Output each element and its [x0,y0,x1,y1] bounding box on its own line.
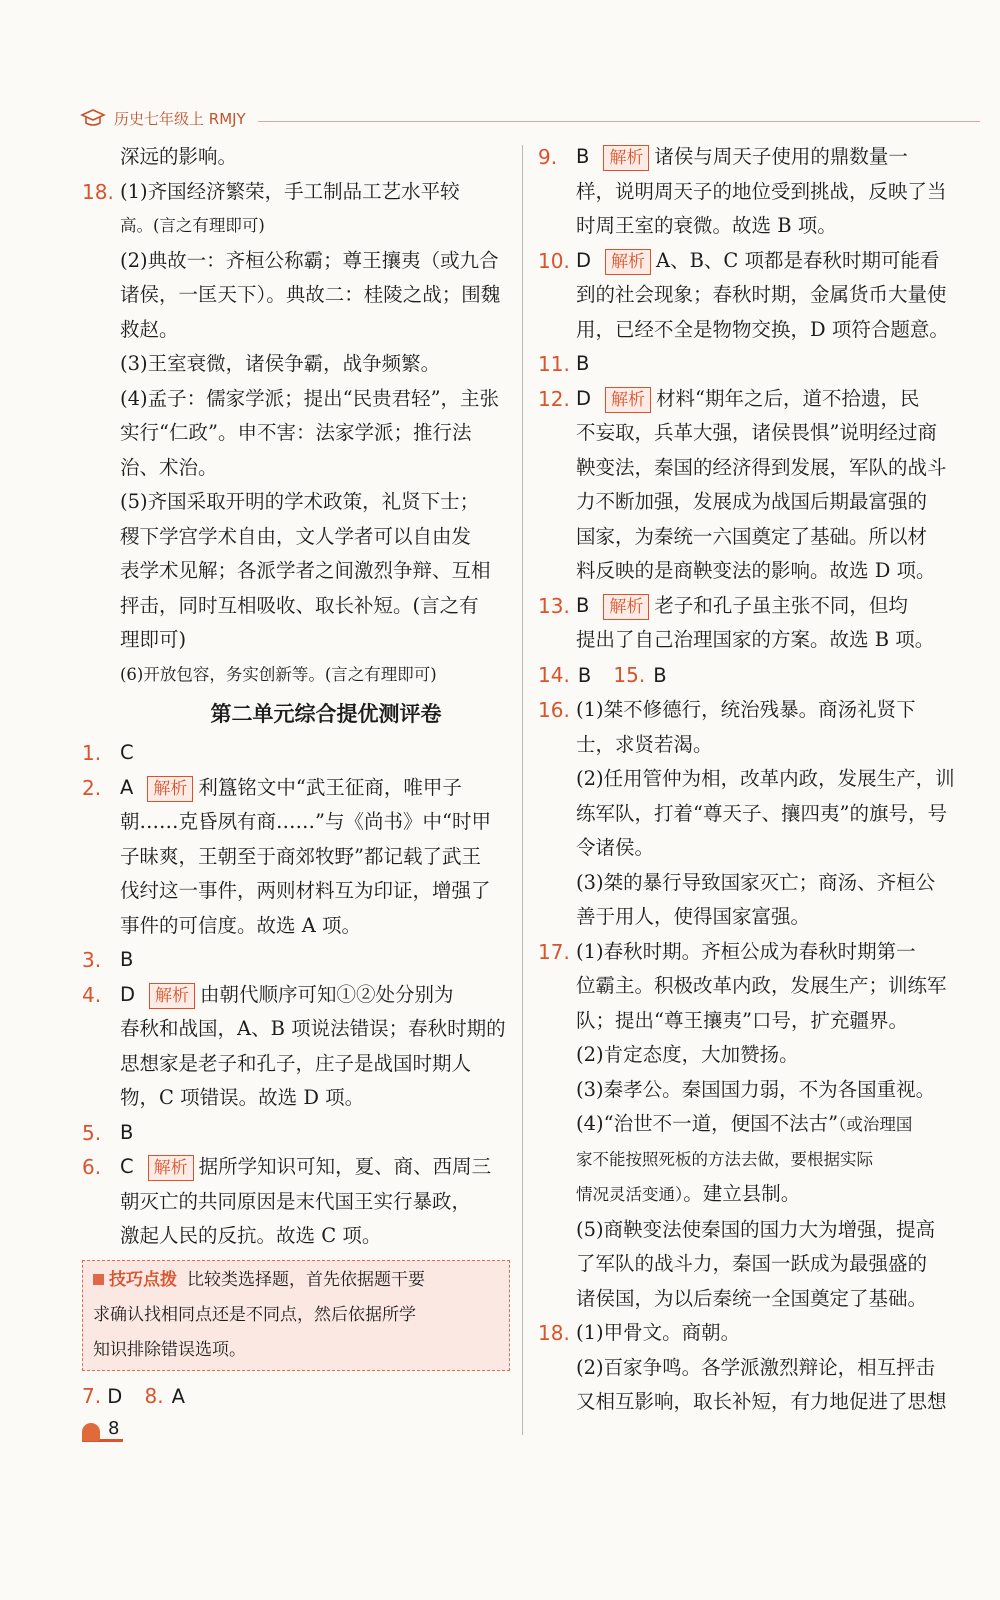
question-number: 18. [538,1321,570,1345]
answer-line: (1)甲骨文。商朝。 [576,1321,741,1344]
answer-line: (2)典故一：齐桓公称霸；尊王攘夷（或九合 [120,248,499,272]
answer-line: 实行“仁政”。申不害：法家学派；推行法 [120,421,472,444]
answer-line: 表学术见解；各派学者之间激烈争辩、互相 [120,559,491,582]
answer-line: 利簋铭文中“武王征商，唯甲子 [198,775,462,799]
question-number: 1. [82,741,102,765]
answer-line: 诸侯国，为以后秦统一全国奠定了基础。 [576,1286,928,1310]
answer-3 [82,943,510,978]
analysis-tag: 解析 [605,249,651,275]
answer-line: 思想家是老子和孔子，庄子是战国时期人 [120,1051,472,1075]
question-number: 14. [538,662,570,687]
answer-line: 练军队，打着“尊天子、攘四夷”的旗号，号 [576,801,947,825]
answer-1 [82,736,510,771]
question-number: 17. [538,939,570,964]
answer-line: (4)孟子：儒家学派；提出“民贵君轻”，主张 [120,386,500,410]
analysis-tag: 解析 [605,387,651,413]
answer-line: 国家，为秦统一六国奠定了基础。所以材 [576,524,928,548]
answer-line: 队；提出“尊王攘夷”口号，扩充疆界。 [576,1008,908,1032]
answer-line: 时周王室的衰微。故选 B 项。 [576,214,837,237]
answers-14-15 [538,658,968,694]
answer-line: 稷下学宫学术自由，文人学者可以自由发 [120,524,472,548]
answer-line: 子昧爽，王朝至于商郊牧野”都记载了武王 [120,844,481,868]
answer-choice: A [171,1384,185,1408]
answer-line: (1)春秋时期。齐桓公成为春秋时期第一 [576,939,916,963]
answer-choice: D [576,248,592,272]
question-number: 16. [538,698,570,722]
answers-7-8 [82,1379,510,1415]
tip-text: 知识排除错误选项。 [93,1339,246,1360]
answer-line: 高。(言之有理即可) [120,216,265,235]
answer-note: 家不能按照死板的方法去做，要根据实际 [576,1149,873,1169]
question-number: 5. [82,1120,102,1145]
answer-line: 理即可) [120,628,187,651]
question-number: 8. [144,1383,164,1408]
answer-16 [538,693,968,935]
analysis-tag: 解析 [148,1155,194,1181]
answer-line: (1)桀不修德行，统治残暴。商汤礼贤下 [576,698,916,721]
answer-line: (6)开放包容，务实创新等。(言之有理即可) [120,664,437,684]
answer-line: 抨击，同时互相吸收、取长补短。(言之有 [120,593,479,617]
page-header [80,105,980,135]
answer-line: 料反映的是商鞅变法的影响。故选 D 项。 [576,559,936,582]
answer-line: (2)任用管仲为相，改革内政，发展生产，训 [576,767,955,790]
answer-line: 物，C 项错误。故选 D 项。 [120,1086,365,1109]
analysis-tag: 解析 [149,983,195,1009]
answer-choice: B [120,948,134,971]
answer-11 [538,347,968,382]
analysis-tag: 解析 [603,145,649,171]
answer-choice: B [120,1120,134,1144]
answer-choice: B [576,352,590,375]
answer-note: （或治理国 [838,1115,913,1134]
answer-line: 伐纣这一事件，两则材料互为印证，增强了 [120,879,491,902]
answer-choice: B [576,593,590,617]
answer-line: 。建立县制。 [683,1182,801,1205]
answer-line: 到的社会现象；春秋时期，金属货币大量使 [576,283,947,306]
answer-line: (3)王室衰微，诸侯争霸，战争频繁。 [120,352,441,375]
right-column [538,140,968,1420]
answer-12 [538,382,968,589]
question-number: 6. [82,1155,102,1179]
answer-line: 力不断加强，发展成为战国后期最富强的 [576,490,928,513]
book-cap-icon [80,107,106,129]
answer-line: 据所学知识可知，夏、商、西周三 [198,1155,492,1178]
answer-choice: D [120,982,136,1006]
answer-line: 激起人民的反抗。故选 C 项。 [120,1224,382,1247]
answer-line: 春秋和战国，A、B 项说法错误；春秋时期的 [120,1017,506,1040]
page-number: 8 [82,1418,123,1442]
answer-line: (3)秦孝公。秦国国力弱，不为各国重视。 [576,1077,936,1101]
answer-line: (2)百家争鸣。各学派激烈辩论，相互抨击 [576,1355,936,1379]
question-number: 4. [82,982,102,1007]
answer-line: 老子和孔子虽主张不同，但均 [654,593,908,617]
answer-line: 位霸主。积极改革内政，发展生产；训练军 [576,974,947,997]
answer-13 [538,589,968,658]
answer-choice: C [120,1155,134,1178]
answer-choice: B [653,663,667,687]
question-number: 13. [538,593,570,618]
answer-line: 事件的可信度。故选 A 项。 [120,913,361,937]
header-rule [258,121,980,122]
question-number: 15. [613,662,646,687]
answer-line: 朝……克昏夙有商……”与《尚书》中“时甲 [120,810,491,833]
tip-text: 比较类选择题，首先依据题干要 [187,1269,425,1290]
answer-line: 提出了自己治理国家的方案。故选 B 项。 [576,628,935,651]
answer-line: 朝灭亡的共同原因是末代国王实行暴政， [120,1189,472,1213]
answer-line: (4)“治世不一道，便国不法古” [576,1112,839,1135]
tip-label: 技巧点拨 [93,1270,177,1290]
answer-choice: B [576,145,590,168]
answer-line: (1)齐国经济繁荣，手工制品工艺水平较 [120,179,460,203]
question-number: 11. [538,352,570,376]
question-number: 3. [82,948,102,972]
answer-line: (2)肯定态度，大加赞扬。 [576,1043,799,1066]
analysis-tag: 解析 [603,594,649,620]
answer-line: (5)商鞅变法使秦国的国力大为增强，提高 [576,1217,936,1241]
analysis-tag: 解析 [147,776,193,802]
answer-note: 情况灵活变通） [576,1185,684,1204]
column-divider [522,145,523,1435]
answer-choice: A [120,775,134,799]
answer-line: 由朝代顺序可知①②处分别为 [200,982,454,1006]
answer-line: 材料“期年之后，道不拾遗，民 [656,386,920,410]
answer-choice: D [107,1384,123,1408]
answer-18-right [538,1316,968,1420]
answer-line: 士，求贤若渴。 [576,732,713,756]
answer-5 [82,1116,510,1151]
answer-4 [82,978,510,1116]
answer-line: 令诸侯。 [576,836,655,859]
answer-line: 了军队的战斗力，秦国一跃成为最强盛的 [576,1252,928,1275]
answer-18-left [82,175,510,693]
question-number: 7. [82,1383,102,1408]
question-number: 18. [82,179,114,204]
answer-line: 诸侯与周天子使用的鼎数量一 [654,145,908,168]
answer-line: (3)桀的暴行导致国家灭亡；商汤、齐桓公 [576,870,936,894]
answer-line: 诸侯，一匡天下）。典故二：桂陵之战；围魏 [120,283,501,306]
answer-choice: D [576,386,592,410]
tip-text: 求确认找相同点还是不同点，然后依据所学 [93,1304,416,1325]
answer-line: A、B、C 项都是春秋时期可能看 [656,248,940,272]
question-number: 2. [82,775,102,800]
answer-choice: B [577,663,592,687]
tip-box [82,1260,510,1371]
answer-17 [538,935,968,1317]
answer-2 [82,771,510,944]
answer-line: 又相互影响，取长补短，有力地促进了思想 [576,1390,947,1413]
answer-line: (5)齐国采取开明的学术政策，礼贤下士； [120,490,480,513]
answer-line: 样，说明周天子的地位受到挑战，反映了当 [576,179,947,203]
left-column [82,140,510,1414]
page-footer [82,1418,123,1448]
answer-6 [82,1150,510,1254]
question-number: 12. [538,386,570,411]
answer-line: 鞅变法，秦国的经济得到发展，军队的战斗 [576,455,947,479]
answer-9 [538,140,968,244]
answer-line: 善于用人，使得国家富强。 [576,905,811,928]
continued-text: 深远的影响。 [120,145,238,168]
answer-line: 不妄取，兵革大强，诸侯畏惧”说明经过商 [576,421,937,444]
answer-choice: C [120,741,134,764]
answer-10 [538,244,968,348]
question-number: 9. [538,145,558,169]
question-number: 10. [538,248,570,273]
answer-line: 用，已经不全是物物交换，D 项符合题意。 [576,317,949,341]
answer-line: 治、术治。 [120,455,218,479]
section-title: 第二单元综合提优测评卷 [210,702,442,726]
answer-line: 救赵。 [120,317,179,341]
header-title: 历史七年级上 RMJY [114,110,246,128]
